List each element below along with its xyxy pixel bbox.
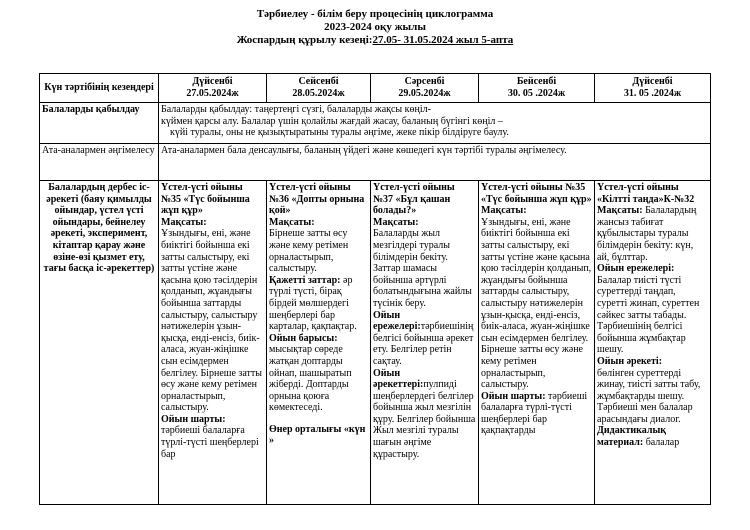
text-line: күймен қарсы алу. Балалар үшін қолайлы жағдай жасау, баланың бүгінгі көңіл – — [161, 115, 503, 127]
goal-text: Ұзындығы, ені, және биіктігі бойынша екі затты салыстыру, екі затты үстіне және қасына қою тәсілдерін қолданып, жұандығы бойынша заттарды салыстыру, салыстыру нәтижелерін ұзын-қысқа, енді-енсіз, биік-аласа, жуан-жіңішке сын есімдермен белгілеу. Бірнеше затты өсу және кему ретімен орналастырып, салыстыру. — [161, 228, 262, 414]
planning-period-label: Жоспардың құрылу кезеңі: — [236, 34, 373, 46]
goal-text: Бірнеше затты өсу және кему ретімен орналастырып, салыстыру. — [269, 228, 349, 275]
table-header-row — [40, 74, 711, 103]
day-name: Дүйсенбі — [192, 76, 233, 88]
goal-text: Ұзындығы, ені, және биіктігі бойынша екі затты салыстыру, екі затты үстіне және қасына қою тәсілдерін қолданып, жұандығы бойынша заттарды салыстыру, салыстыру нәтижелерін ұзын-қысқа, енді-енсіз, биік-аласа, жуан-жіңішке сын есімдермен белгілеу. Бірнеше затты өсу және кему ретімен орналастырып, салыстыру. — [481, 216, 592, 391]
game-title: Үстел-үсті ойыны №35 «Түс бойынша жұп құр» — [481, 182, 592, 205]
rules-label: Ойын шарты: — [481, 390, 546, 402]
art-center-label: Өнер орталығы «күн » — [269, 423, 366, 447]
actions-text: пулпиді шеңберлердегі белгілер бойынша жыл мезгілін құру. Белгілер бойынша Жыл мезгілі туралы шағын әңгіме құрастыру. — [373, 379, 476, 460]
corner-header: Күн тәртібінің кезеңдері — [40, 74, 159, 103]
day-header — [479, 74, 595, 103]
goal-label: Мақсаты: — [597, 205, 643, 217]
goal-label: Мақсаты: — [481, 205, 527, 217]
activity-cell-thu — [479, 181, 595, 505]
day-date: 27.05.2024ж — [186, 88, 239, 99]
game-title: Үстел-үсті ойыны «Кілтті таңда»К-№32 — [597, 182, 695, 205]
day-name: Сейсенбі — [298, 76, 339, 88]
parents-text: Ата-аналармен бала денсаулығы, баланың үйдегі және көшедегі күн тәртібі туралы әңгімелесу. — [159, 144, 711, 181]
material-label: Дидактикалық материал: — [597, 425, 667, 449]
actions-label: Ойын әрекеті: — [597, 355, 663, 367]
material-text: балалар — [645, 437, 680, 449]
day-date: 30. 05 .2024ж — [507, 88, 566, 99]
rules-text: тәрбиеші балаларға түрлі-түсті шеңберлері бар қақпақтарды — [481, 390, 588, 437]
need-label: Қажетті заттар: — [269, 274, 341, 286]
actions-label: Ойын әрекеттері: — [373, 367, 424, 391]
rules-label: Ойын шарты: — [161, 413, 226, 425]
cyclogram-table — [39, 73, 711, 505]
rules-label: Ойын ережелері: — [597, 263, 675, 275]
day-name: Сәрсенбі — [404, 76, 445, 88]
day-date: 29.05.2024ж — [398, 88, 451, 99]
reception-text — [159, 103, 711, 144]
day-header — [595, 74, 711, 103]
row-label-reception: Балаларды қабылдау — [40, 103, 159, 144]
goal-text: Балалардың жансыз табиғат құбылыстары туралы білімдерін бекіту: күн, ай, бұлттар. — [597, 205, 697, 263]
planning-period-value: 27.05- 31.05.2024 жыл 5-апта — [372, 34, 514, 46]
day-name: Дүйсенбі — [632, 76, 673, 88]
rules-text: тәрбиеші балаларға түрлі-түсті шеңберлері бар — [161, 425, 259, 460]
need-text: әр түрлі түсті, бірақ бірдей мөлшердегі шеңберлері бар карталар, қақпақтар. — [269, 274, 357, 333]
document-title: Тәрбиелеу - білім беру процесінің циклограмма — [256, 8, 494, 20]
text-line: күйі туралы, оны не қызықтыратыны туралы әңгіме, жеке пікір білдіруге баулу. — [170, 127, 509, 139]
goal-text: Балаларды жыл мезгілдері туралы білімдерін бекіту. Заттар шамасы бойынша әртүрлі болатындығына жайлы түсінік беру. — [373, 228, 472, 309]
day-name: Бейсенбі — [516, 76, 557, 88]
table-row — [40, 181, 711, 505]
row-label-parents: Ата-аналармен әңгімелесу — [40, 144, 159, 181]
rules-label: Ойын ережелері: — [373, 309, 421, 333]
course-label: Ойын барысы: — [269, 332, 338, 344]
row-label-activity: Балалардың дербес іс-әрекеті (баяу қимылды ойындар, үстел үсті ойындары, бейнелеу әрекеті, эксперимент, кітаптар қарау және өзіне-өзі қызмет ету, тағы басқа іс-әрекеттер) — [40, 181, 159, 505]
rules-text: тәрбиешінің белгісі бойынша әрекет ету. Белгілер ретін сақтау. — [373, 321, 474, 367]
day-date: 28.05.2024ж — [292, 88, 345, 99]
activity-cell-tue — [267, 181, 371, 505]
game-title: Үстел-үсті ойыны №35 «Түс бойынша жұп құр» — [161, 182, 250, 217]
day-header — [159, 74, 267, 103]
day-header — [267, 74, 371, 103]
game-title: Үстел-үсті ойыны №37 «Бұл қашан болады?» — [373, 182, 455, 217]
goal-label: Мақсаты: — [161, 216, 207, 228]
activity-cell-fri — [595, 181, 711, 505]
academic-year: 2023-2024 оқу жылы — [324, 21, 426, 33]
document-header — [0, 8, 750, 47]
activity-cell-wed — [371, 181, 479, 505]
course-text: мысықтар сөреде жатқан доптарды ойнап, шашыратып жіберді. Доптарды орнына қоюға көмектеседі. — [269, 344, 352, 414]
goal-label: Мақсаты: — [269, 216, 315, 228]
actions-text: бөлінген суреттерді жинау, тиісті затты табу, жұмбақтарды шешу. Тәрбиеші мен балалар арасындағы диалог. — [597, 367, 701, 425]
activity-cell-mon — [159, 181, 267, 505]
planning-period — [0, 34, 750, 47]
table-row — [40, 144, 711, 181]
day-header — [371, 74, 479, 103]
day-date: 31. 05 .2024ж — [623, 88, 682, 99]
goal-label: Мақсаты: — [373, 216, 419, 228]
game-title: Үстел-үсті ойыны №36 «Допты орнына қой» — [269, 182, 365, 217]
rules-text: Балалар тиісті түсті суреттерді таңдап, суретті жинап, суреттен сәйкес затты табады. Тәрбиешінің белгісі бойынша жұмбақтар шешу. — [597, 274, 700, 356]
text-line: Балаларды қабылдау: таңертеңгі сүзгі, балаларды жақсы көңіл- — [161, 104, 431, 115]
table-row — [40, 103, 711, 144]
